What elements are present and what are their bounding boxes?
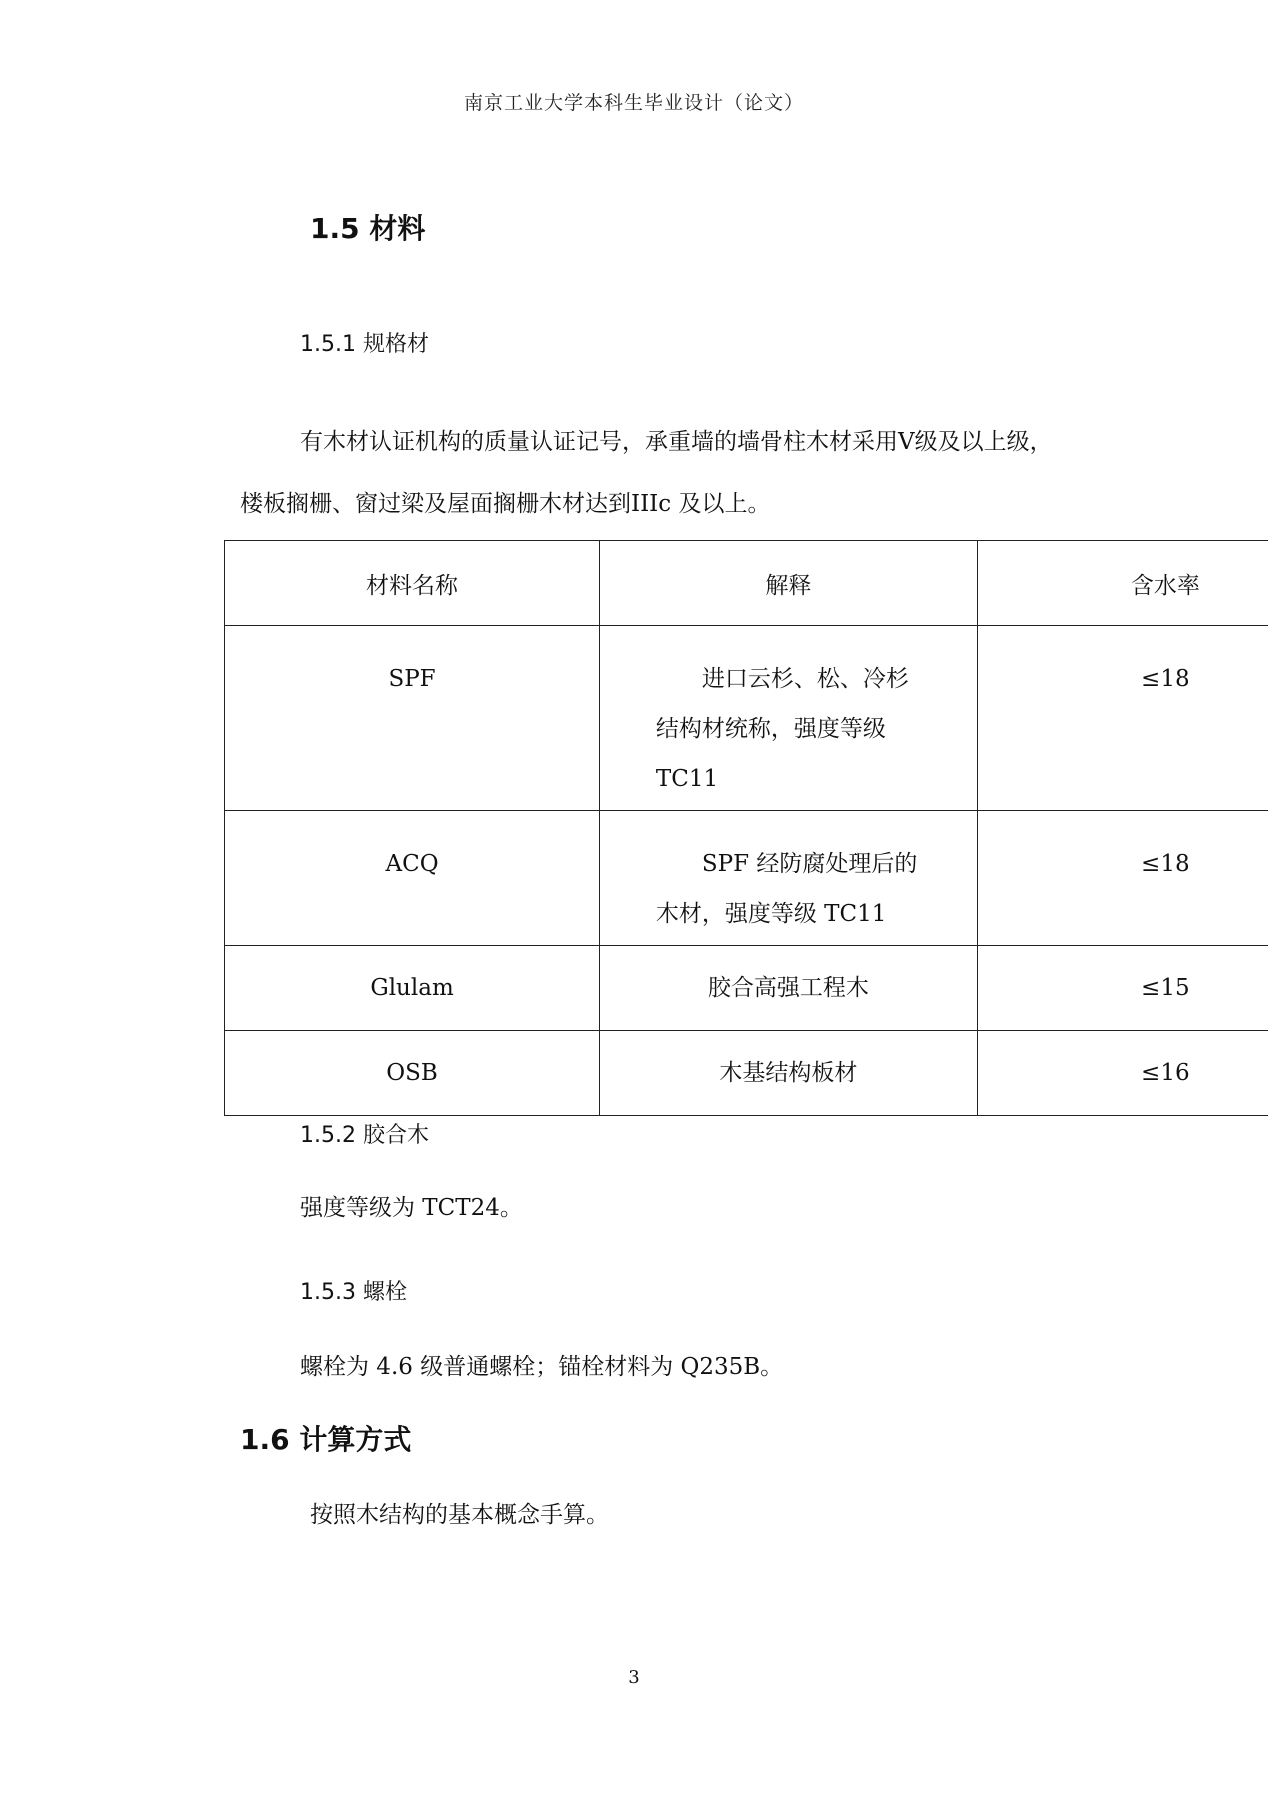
paragraph-line-1: 有木材认证机构的质量认证记号，承重墙的墙骨柱木材采用V级及以上级， xyxy=(300,429,1053,455)
paragraph-line-2: 楼板搁栅、窗过梁及屋面搁栅木材达到IIIc 及以上。 xyxy=(240,491,771,517)
header-explanation: 解释 xyxy=(600,541,978,626)
table-row xyxy=(225,626,1268,811)
table-header-row xyxy=(225,541,1268,626)
cell-moisture: ≤16 xyxy=(977,1031,1268,1116)
glulam-strength-text: 强度等级为 TCT24。 xyxy=(300,1195,523,1221)
bolt-spec-text: 螺栓为 4.6 级普通螺栓；锚栓材料为 Q235B。 xyxy=(300,1354,784,1380)
cell-explanation: SPF 经防腐处理后的木材，强度等级 TC11 xyxy=(600,811,978,946)
cell-material-name: ACQ xyxy=(225,811,600,946)
page-number: 3 xyxy=(628,1667,640,1688)
cell-material-name: SPF xyxy=(225,626,600,811)
cell-explanation: 木基结构板材 xyxy=(600,1031,978,1116)
table-row xyxy=(225,946,1268,1031)
header-material-name: 材料名称 xyxy=(225,541,600,626)
cell-material-name: OSB xyxy=(225,1031,600,1116)
header-moisture: 含水率 xyxy=(977,541,1268,626)
cell-moisture: ≤15 xyxy=(977,946,1268,1031)
subsection-title-1-5-1: 1.5.1 规格材 xyxy=(300,332,429,357)
subsection-title-1-5-3: 1.5.3 螺栓 xyxy=(300,1280,407,1305)
section-title-1-6: 1.6 计算方式 xyxy=(240,1423,412,1456)
subsection-title-1-5-2: 1.5.2 胶合木 xyxy=(300,1123,429,1148)
materials-table xyxy=(224,540,1268,1116)
calculation-method-text: 按照木结构的基本概念手算。 xyxy=(310,1502,609,1528)
cell-moisture: ≤18 xyxy=(977,626,1268,811)
running-header: 南京工业大学本科生毕业设计（论文） xyxy=(463,92,804,114)
cell-explanation: 胶合高强工程木 xyxy=(600,946,978,1031)
table-row xyxy=(225,811,1268,946)
cell-material-name: Glulam xyxy=(225,946,600,1031)
section-title-1-5: 1.5 材料 xyxy=(310,212,426,245)
cell-moisture: ≤18 xyxy=(977,811,1268,946)
table-row xyxy=(225,1031,1268,1116)
cell-explanation: 进口云杉、松、冷杉结构材统称，强度等级TC11 xyxy=(600,626,978,811)
